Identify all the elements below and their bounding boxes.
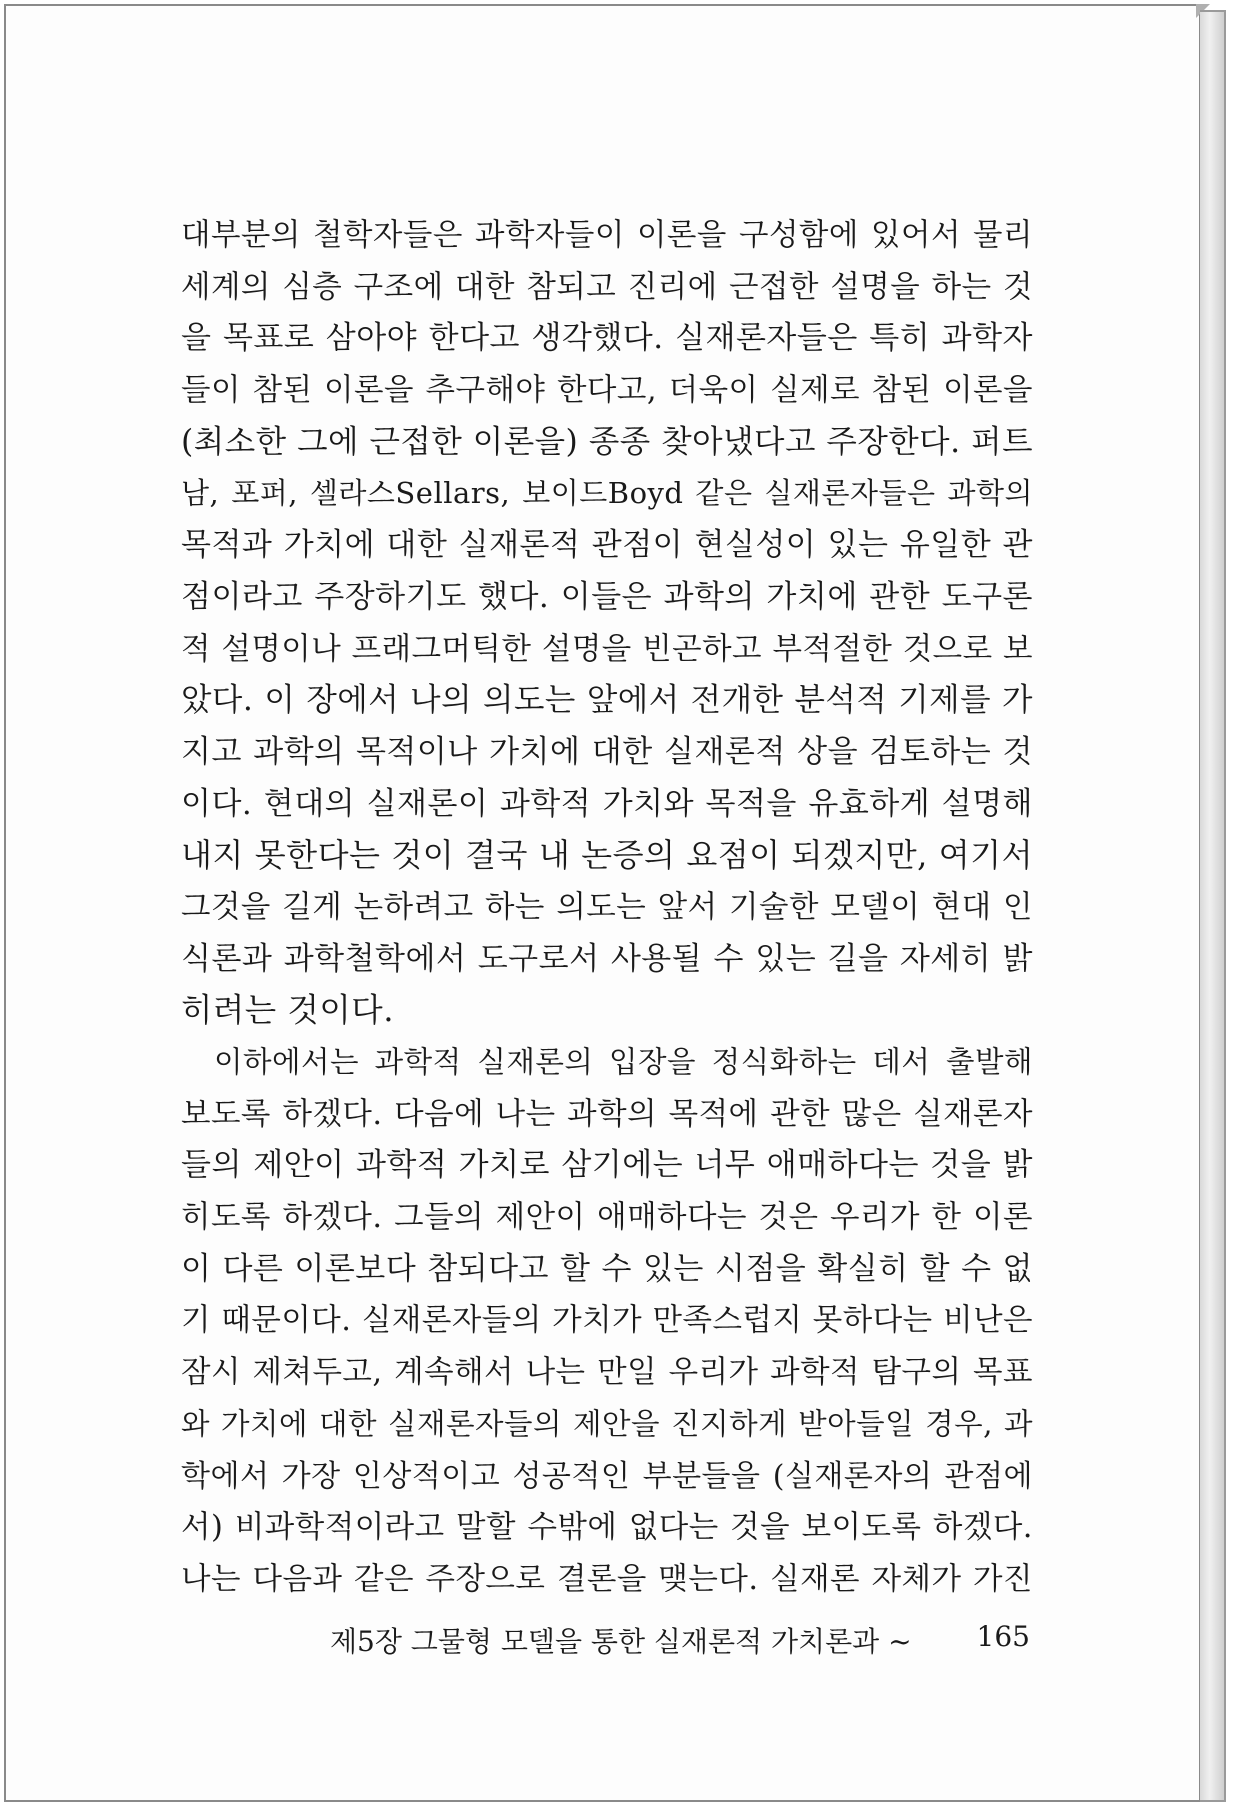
- page-number: 165: [976, 1620, 1030, 1653]
- text-line: 히려는 것이다.: [181, 991, 395, 1030]
- text-line: 남, 포퍼, 셀라스Sellars, 보이드Boyd 같은 실재론자들은 과학의: [181, 476, 1033, 511]
- text-line: 세계의 심층 구조에 대한 참되고 진리에 근접한 설명을 하는 것: [181, 269, 1033, 305]
- text-line: 을 목표로 삼아야 한다고 생각했다. 실재론자들은 특히 과학자: [181, 320, 1033, 357]
- text-line: 나는 다음과 같은 주장으로 결론을 맺는다. 실재론 자체가 가진: [181, 1561, 1033, 1597]
- text-line: 학에서 가장 인상적이고 성공적인 부분들을 (실재론자의 관점에: [181, 1458, 1033, 1494]
- text-line: 들이 참된 이론을 추구해야 한다고, 더욱이 실제로 참된 이론을: [181, 373, 1033, 409]
- body-text: [181, 210, 1033, 1606]
- text-line: 이하에서는 과학적 실재론의 입장을 정식화하는 데서 출발해: [214, 1045, 1033, 1079]
- page-stack-edge: [1200, 10, 1226, 1802]
- text-line: 았다. 이 장에서 나의 의도는 앞에서 전개한 분석적 기제를 가: [181, 682, 1033, 719]
- text-line: 와 가치에 대한 실재론자들의 제안을 진지하게 받아들일 경우, 과: [181, 1406, 1033, 1441]
- text-line: 지고 과학의 목적이나 가치에 대한 실재론적 상을 검토하는 것: [181, 733, 1033, 770]
- text-line: (최소한 그에 근접한 이론을) 종종 찾아냈다고 주장한다. 퍼트: [181, 423, 1033, 460]
- text-line: 이 다른 이론보다 참되다고 할 수 있는 시점을 확실히 할 수 없: [181, 1250, 1033, 1287]
- text-line: 서) 비과학적이라고 말할 수밖에 없다는 것을 보이도록 하겠다.: [181, 1510, 1033, 1546]
- text-line: 히도록 하겠다. 그들의 제안이 애매하다는 것은 우리가 한 이론: [181, 1200, 1033, 1236]
- text-line: 들의 제안이 과학적 가치로 삼기에는 너무 애매하다는 것을 밝: [181, 1147, 1033, 1184]
- text-line: 보도록 하겠다. 다음에 나는 과학의 목적에 관한 많은 실재론자: [181, 1096, 1033, 1132]
- text-line: 식론과 과학철학에서 도구로서 사용될 수 있는 길을 자세히 밝: [181, 940, 1033, 977]
- text-line: 이다. 현대의 실재론이 과학적 가치와 목적을 유효하게 설명해: [181, 785, 1033, 822]
- text-line: 기 때문이다. 실재론자들의 가치가 만족스럽지 못하다는 비난은: [181, 1303, 1033, 1339]
- text-line: 잠시 제쳐두고, 계속해서 나는 만일 우리가 과학적 탐구의 목표: [181, 1355, 1033, 1391]
- page-footer: [330, 1620, 1030, 1660]
- text-line: 점이라고 주장하기도 했다. 이들은 과학의 가치에 관한 도구론: [181, 578, 1033, 615]
- text-line: 내지 못한다는 것이 결국 내 논증의 요점이 되겠지만, 여기서: [181, 836, 1033, 875]
- text-line: 적 설명이나 프래그머틱한 설명을 빈곤하고 부적절한 것으로 보: [181, 631, 1033, 667]
- text-line: 목적과 가치에 대한 실재론적 관점이 현실성이 있는 유일한 관: [181, 527, 1033, 564]
- text-line: 그것을 길게 논하려고 하는 의도는 앞서 기술한 모델이 현대 인: [181, 889, 1033, 925]
- text-line: 대부분의 철학자들은 과학자들이 이론을 구성함에 있어서 물리: [181, 218, 1033, 253]
- running-head: 제5장 그물형 모델을 통한 실재론적 가치론과 ~: [330, 1625, 912, 1658]
